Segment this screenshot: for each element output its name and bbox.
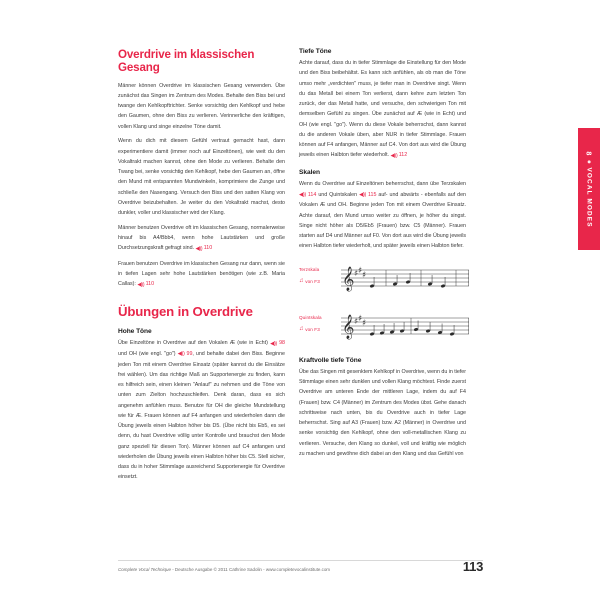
paragraph-text: und OH (wie engl. "go"): [118, 350, 176, 357]
music-example-start: [299, 326, 341, 332]
audio-ref[interactable]: [390, 152, 407, 158]
music-staff: [341, 311, 469, 348]
music-example-quintskala: [299, 311, 466, 348]
svg-text:♯: ♯: [362, 318, 367, 329]
footer-credit-rest: - Deutsche Ausgabe © 2011 Cathrine Sadolin - www.completevocalinstitute.com: [170, 567, 331, 572]
svg-text:♯: ♯: [358, 265, 363, 276]
audio-ref-number: 110: [145, 281, 155, 288]
speaker-icon: ◀)): [195, 245, 203, 252]
section-tab-vocal-modes: [578, 128, 600, 250]
staff-svg-terzskala: [341, 264, 469, 295]
paragraph-hohe-toene: [118, 338, 285, 482]
audio-ref[interactable]: [359, 192, 376, 198]
subheading-kraftvolle-tiefe-toene: Kraftvolle tiefe Töne: [299, 356, 362, 364]
paragraph-text: Übe Einzeltöne in Overdrive auf den Vokalen Æ (wie in Echt): [118, 340, 268, 347]
paragraph-text: , und behalte dabei den Biss. Beginne jeden Ton mit einem Overdrive Einsatz (später kannst du die Einsätze frei wählen). Um das richtige Maß an Supportenergie zu finden, kann es hilfreich sein, einen kleinen "Anlauf" zu nehmen und die Töne von unten zum Zielton hochzuschleifen. Denk daran, dass es sich angenehm anfühlen muss. Benutze für OH die gleiche Mundstellung wie für Æ. Frauen können auf F4 anfangen und wiederholen dann die Übung jeweils einen Halbton höher bis D5. (Übe nicht bis Eb5, es sei denn, du hast Overdrive völlig unter Kontrolle und brauchst den Mode ganz speziell für diesen Ton). Männer können auf C4 anfangen und wiederholen die Übung jeweils einen Halbton höher bis C5. Stell sicher, dass du in hoher Stimmlage ausreichend Supportenergie für Overdrive einsetzt.: [118, 350, 285, 481]
svg-text:♯: ♯: [354, 268, 359, 279]
paragraph-text: Frauen benutzen Overdrive im klassischen Gesang nur dann, wenn sie in tiefen Lagen sehr hohe Lautstärken benötigen (wie z.B. Maria Callas):: [118, 260, 285, 288]
audio-ref[interactable]: [137, 281, 154, 287]
svg-text:𝄞: 𝄞: [342, 314, 355, 339]
section-tab-inner: [585, 151, 594, 227]
section-tab-dot-icon: [588, 160, 591, 163]
subheading-hohe-toene: Hohe Töne: [118, 328, 152, 336]
audio-ref[interactable]: [178, 351, 193, 357]
music-example-start-label: von F3: [305, 278, 320, 284]
audio-ref-number: 112: [398, 152, 408, 159]
speaker-icon: ◀)): [299, 192, 306, 198]
speaker-icon: ◀)): [390, 152, 398, 159]
paragraph-with-audio: [118, 223, 285, 254]
paragraph-tiefe-toene: [299, 58, 466, 161]
svg-text:♯: ♯: [362, 270, 367, 281]
audio-ref[interactable]: [299, 192, 316, 198]
music-note-icon: ♫: [299, 277, 304, 284]
speaker-icon: ◀)): [359, 192, 366, 198]
speaker-icon: ◀)): [177, 351, 185, 358]
page-footer: [118, 559, 483, 574]
paragraph: Wenn du dich mit diesem Gefühl vertraut gemacht hast, dann experimentiere damit (immer noch auf Einzeltönen), wie weit du den Vokaltrakt machen kannst, ohne den Mode zu verlieren. Behalte den Twang bei, senke vorsichtig den Kehlkopf, hebe den Gaumen an, öffne den Mund mit entspannten Mundwinkeln, komprimiere die Zunge und schließe den Nasengang. Versuch den Biss und den satten Klang von Overdrive beizubehalten. Je weiter du den Vokaltrakt machst, desto dunkler, voller und klassischer wird der Klang.: [118, 138, 285, 217]
footer-credit: [118, 567, 330, 574]
music-example-start-label: von F3: [305, 326, 320, 332]
page-content: [118, 48, 466, 483]
subheading-tiefe-toene: Tiefe Töne: [299, 48, 332, 55]
footer-credit-title: Complete Vocal Technique: [118, 567, 171, 572]
paragraph: Männer können Overdrive im klassischen Gesang verwenden. Übe zunächst das Singen im Zentrum des Modes. Behalte den Biss bei und twange den Kehlkopftrichter. Senke vorsichtig den Kehlkopf und hebe den Gaumen, ohne den Biss zu verlieren. Verinnerliche den kräftigen, vollen Klang und singe einzelne Töne damit.: [118, 82, 285, 130]
audio-ref-number: 99: [186, 350, 193, 357]
music-example-start: [299, 278, 341, 284]
speaker-icon: ◀)): [137, 281, 145, 288]
music-example-label: [299, 263, 341, 285]
exercises-title: Übungen in Overdrive: [118, 303, 253, 319]
music-staff: [341, 263, 469, 300]
paragraph-text: Männer benutzen Overdrive oft im klassischen Gesang, normalerweise hinauf bis A4/Bbb4, wenn hohe Lautstärken und große Durchsetzungskraft gefragt sind.: [118, 224, 285, 252]
staff-svg-quintskala: [341, 312, 469, 343]
music-example-name: Terzskala: [299, 266, 320, 272]
music-note-icon: ♫: [299, 325, 304, 332]
audio-ref-number: 98: [279, 340, 285, 347]
speaker-icon: ◀)): [270, 340, 277, 347]
page-number: 113: [462, 559, 483, 574]
paragraph-text: auf- und abwärts - ebenfalls auf den Vokalen Æ und OH. Beginne jeden Ton mit einem Overdrive Einsatz. Achte darauf, den Mund umso weiter zu öffnen, je höher du singst. Singe nicht höher als D5/Eb5 (Frauen) bzw. C5 (Männer). Frauen starten auf D4 und Männer auf F0. Von dort aus wird die Übung jeweils einen Halbton tiefer wiederholt, und später jeweils einen Halbton tiefer.: [299, 191, 466, 250]
section-tab-label: VOCAL MODES: [585, 167, 593, 228]
paragraph-text: Wenn du Overdrive auf Einzeltönen beherrschst, dann übe Terzskalen: [299, 181, 466, 188]
music-example-terzskala: [299, 263, 466, 300]
right-column: [299, 48, 466, 483]
audio-ref[interactable]: [195, 245, 212, 251]
section-tab-number: 8: [584, 150, 594, 157]
audio-ref-number: 115: [367, 191, 377, 198]
paragraph-kraftvolle: Übe das Singen mit gesenktem Kehlkopf in Overdrive, wenn du in tiefer Stimmlage einen sehr dunklen und vollen Klang möchtest. Finde zuerst Overdrive am unteren Ende der mittleren Lage, indem du auf F4 (Frauen) bzw. C4 (Männer) im Zentrum des Modes übst. Gehe danach schrittweise nach unten, bis du Overdrive auch in tiefer Lage beherrschst. Sing auf A3 (Frauen) bzw. A2 (Männer) in Overdrive und senke vorsichtig den Kehlkopf, ohne den voll-metallischen Klang zu verlieren. Versuche, den Klang so dunkel, voll und kräftig wie möglich zu machen und gewöhne dich dabei an den Klang und das Gefühl von: [299, 368, 466, 457]
page-title: Overdrive im klassischen Gesang: [118, 48, 255, 75]
audio-ref[interactable]: [270, 340, 285, 346]
audio-ref-number: 110: [203, 245, 213, 252]
paragraph-skalen: [299, 179, 466, 251]
left-column: [118, 48, 285, 483]
music-example-label: [299, 311, 341, 333]
music-example-name: Quintskala: [299, 314, 322, 320]
audio-ref-number: 114: [307, 191, 317, 198]
svg-text:♯: ♯: [358, 313, 363, 324]
paragraph-text: und Quintskalen: [318, 191, 358, 198]
paragraph-with-audio: [118, 259, 285, 290]
paragraph-text: Achte darauf, dass du in tiefer Stimmlage die Einstellung für den Mode und den Biss beibehältst. Es kann sich anfühlen, als ob man die Töne umso mehr „verdichten" muss, je tiefer man in Overdrive singt. Wenn du das Metall bei einem Ton verlierst, dann kehre zum letzten Ton zurück, der das Metall hatte, und versuche, den schwierigen Ton mit demselben Gefühl zu singen. Übe zunächst auf Æ (wie in Echt) und OH (wie engl. "go"). Wenn du diese Vokale beherrschst, dann kannst du die anderen Vokale üben, aber NUR in tiefer Stimmlage. Frauen können auf F4 anfangen, Männer auf C4. Von dort aus wird die Übung jeweils einen Halbton tiefer wiederholt.: [299, 60, 466, 159]
svg-text:𝄞: 𝄞: [342, 266, 355, 291]
svg-text:♯: ♯: [354, 316, 359, 327]
subheading-skalen: Skalen: [299, 169, 320, 177]
